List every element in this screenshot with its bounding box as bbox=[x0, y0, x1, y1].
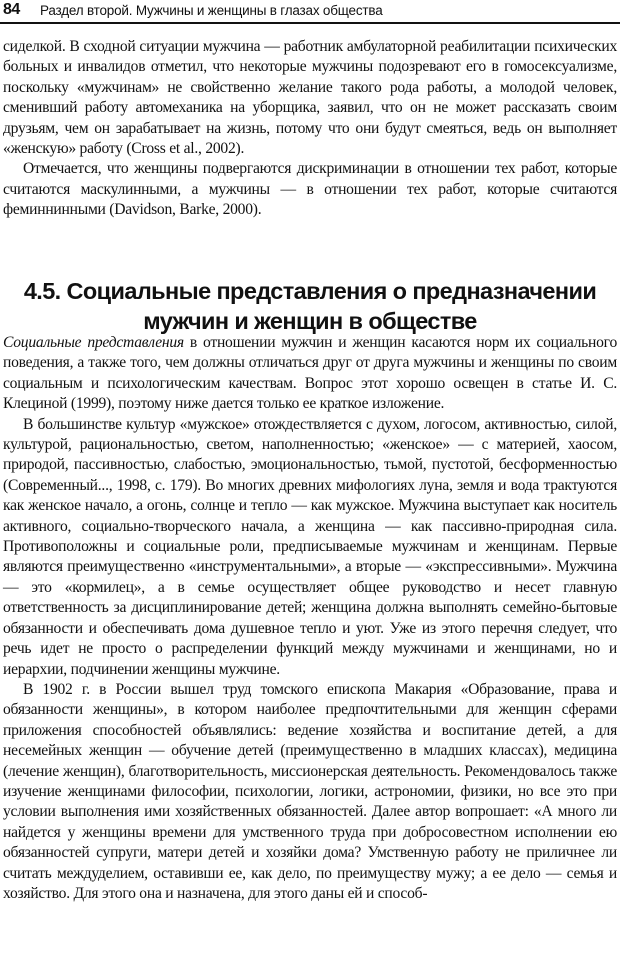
paragraph: сиделкой. В сходной ситуации мужчина — работник амбулаторной реабилитации психических больных и инвалидов отметил, что некоторые мужчины подозревают его в гомосексуализме, поскольку «мужчинам» не свойственно желание такого рода работы, а молодой человек, сменивший работу автомеханика на уборщика, заявил, что он не может рассказать своим друзьям, чем он зарабатывает на жизнь, потому что они будут смеяться, ведь он выполняет «женскую» работу (Cross et al., 2002). bbox=[3, 38, 617, 158]
paragraph bbox=[3, 333, 617, 415]
paragraph: В 1902 г. в России вышел труд томского епископа Макария «Образование, права и обязанности женщины», в котором наиболее предпочтительными для женщин сферами приложения способностей объявлялись: ведение хозяйства и воспитание детей, а для несемейных женщин — обучение детей (преимущественно в младших классах), медицина (лечение женщин), благотворительность, миссионерская деятельность. Рекомендовалось также изучение женщинами философии, психологии, логики, астрономии, физики, но все это при условии выполнения ими хозяйственных обязанностей. Далее автор вопрошает: «А много ли найдется у женщины времени для умственного труда при добросовестном исполнении ею обязанностей супруги, матери детей и хозяйки дома? Умственную работу не приличнее ли считать междуделием, оставивши ее, как дело, по преимуществу мужу; а ее дело — семья и хозяйство. Для этого она и назначена, для этого даны ей и способ- bbox=[3, 680, 617, 902]
term-italic: Социальные представления bbox=[3, 334, 184, 351]
running-header bbox=[0, 0, 620, 24]
section-heading-line: 4.5. Социальные представления о предназначении bbox=[23, 277, 597, 304]
continuation-text bbox=[3, 37, 617, 221]
paragraph-text: в отношении мужчин и женщин касаются норм их социального поведения, а также того, чем должны отличаться друг от друга мужчины и женщины по своим социальным и психологическим качествам. Вопрос этот хорошо освещен в статье И. С. Клециной (1999), поэтому ниже дается только ее краткое изложение. bbox=[3, 334, 617, 413]
section-heading-line: мужчин и женщин в обществе bbox=[143, 307, 477, 334]
running-header-title: Раздел второй. Мужчины и женщины в глазах общества bbox=[40, 3, 383, 18]
paragraph: В большинстве культур «мужское» отождествляется с духом, логосом, активностью, силой, культурой, рациональностью, светом, наполненностью; «женское» — с материей, хаосом, природой, пассивностью, слабостью, эмоциональностью, тьмой, пустотой, бесформенностью (Современный..., 1998, с. 179). Во многих древних мифологиях луна, земля и вода трактуются как женское начало, а огонь, солнце и тепло — как мужское. Мужчина выступает как носитель активного, социально-творческого начала, а женщина — как пассивно-природная сила. Противоположны и социальные роли, предписываемые мужчинам и женщинам. Первые являются преимущественно «инструментальными», а вторые — «экспрессивными». Мужчина — это «кормилец», а в семье осуществляет общее руководство и несет главную ответственность за дисциплинирование детей; женщина должна выполнять семейно-бытовые обязанности и обеспечивать дома душевное тепло и уют. Уже из этого перечня следует, что речь идет не просто о распределении функций между мужчинами и женщинами, но и иерархии, подчинении женщины мужчине. bbox=[3, 415, 617, 678]
section-body bbox=[3, 333, 617, 904]
page-number: 84 bbox=[3, 1, 20, 18]
section-heading bbox=[0, 276, 620, 336]
paragraph: Отмечается, что женщины подвергаются дискриминации в отношении тех работ, которые считаются маскулинными, а мужчины — в отношении тех работ, которые считаются феминнинными (Davidson, Barke, 2000). bbox=[3, 160, 617, 219]
